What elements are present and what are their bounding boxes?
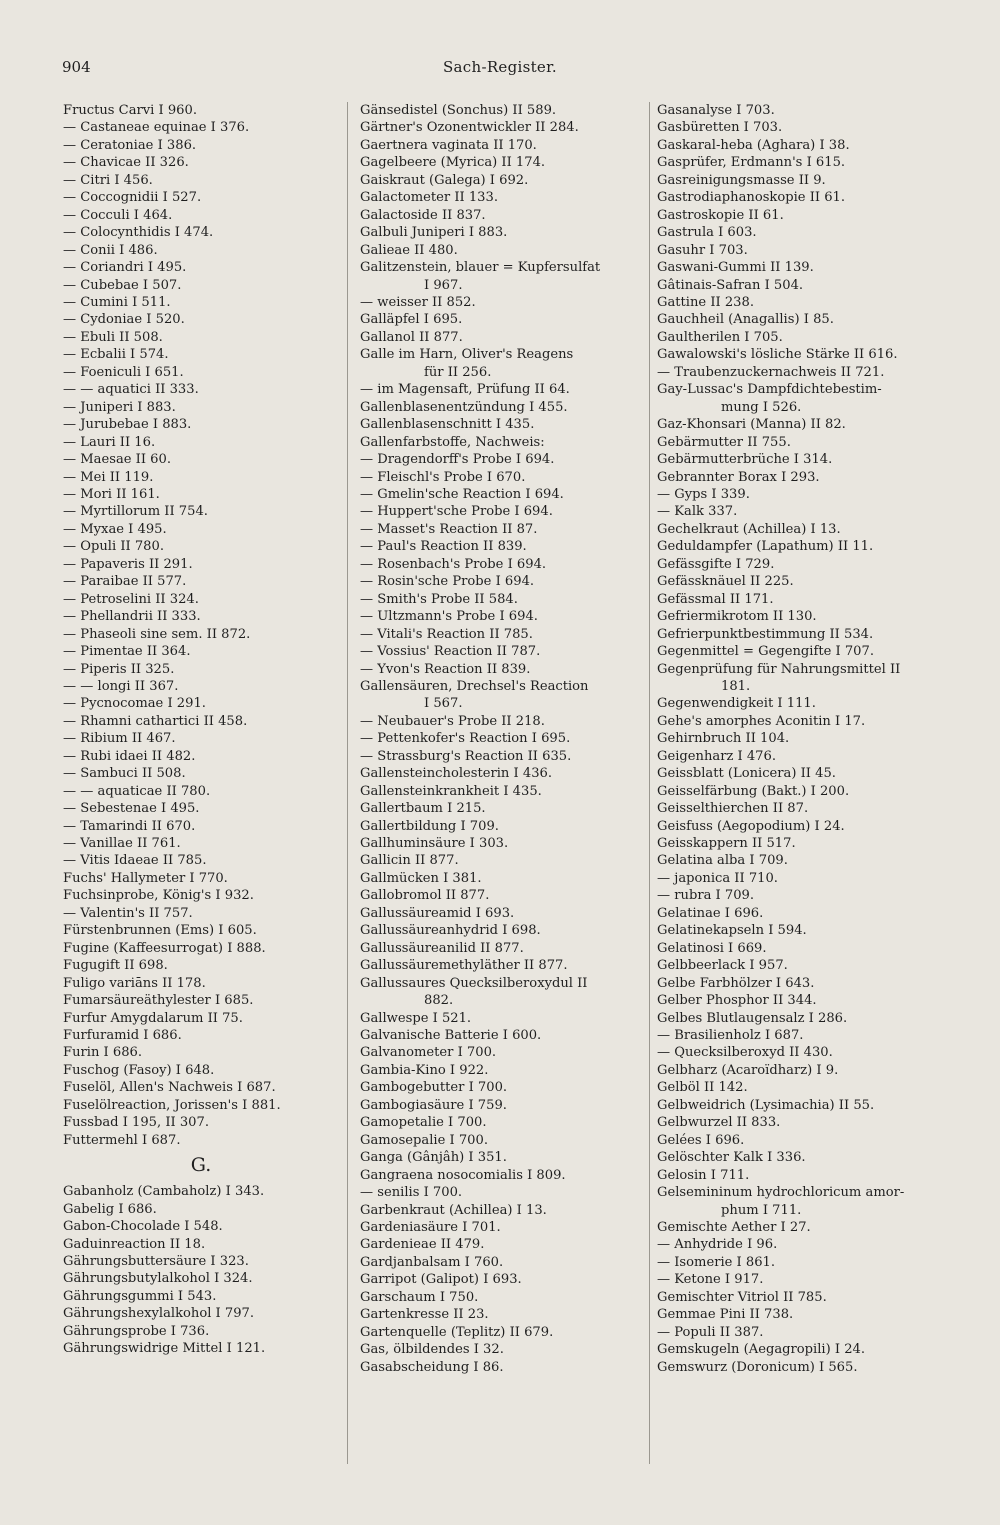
index-entry: Gallensäuren, Drechsel's Reaction <box>360 678 589 694</box>
index-entry: Gebrannter Borax I 293. <box>657 469 820 485</box>
index-entry: Gährungsbuttersäure I 323. <box>63 1254 249 1269</box>
index-entry: — Gyps I 339. <box>657 486 750 502</box>
index-entry: — Pettenkofer's Reaction I 695. <box>360 731 571 747</box>
index-entry: Fuselöl, Allen's Nachweis I 687. <box>63 1080 276 1096</box>
index-entry: — — longi II 367. <box>63 678 179 694</box>
index-entry: — weisser II 852. <box>360 294 476 310</box>
index-entry: — Neubauer's Probe II 218. <box>360 713 545 729</box>
index-entry: — Paraibae II 577. <box>63 574 187 590</box>
index-entry: Gallussaures Quecksilberoxydul II <box>360 975 588 991</box>
index-entry: Gallussäureanhydrid I 698. <box>360 923 541 939</box>
index-entry: Gawalowski's lösliche Stärke II 616. <box>657 347 898 363</box>
index-entry: Galactometer II 133. <box>360 190 498 206</box>
entry-list <box>360 102 642 1376</box>
index-entry: — Vitis Idaeae II 785. <box>63 853 207 869</box>
index-entry: Gemswurz (Doronicum) I 565. <box>657 1359 858 1375</box>
index-entry: Galactoside II 837. <box>360 207 486 223</box>
index-entry: Futtermehl I 687. <box>63 1132 181 1148</box>
index-entry: Gambogiasäure I 759. <box>360 1097 507 1113</box>
index-entry: Gasbüretten I 703. <box>657 120 783 136</box>
index-entry: — Rosenbach's Probe I 694. <box>360 556 547 572</box>
index-entry: Gauchheil (Anagallis) I 85. <box>657 312 834 328</box>
index-entry: Gemischter Vitriol II 785. <box>657 1289 827 1305</box>
index-entry: — im Magensaft, Prüfung II 64. <box>360 382 570 398</box>
index-entry: — Traubenzuckernachweis II 721. <box>657 364 885 380</box>
index-entry: Gartenkresse II 23. <box>360 1307 489 1323</box>
index-entry: Gastrodiaphanoskopie II 61. <box>657 190 846 206</box>
index-entry: Gallussäureamid I 693. <box>360 905 515 921</box>
index-entry: I 967. <box>424 277 463 293</box>
index-entry: — Fleischl's Probe I 670. <box>360 469 526 485</box>
index-entry: — Opuli II 780. <box>63 539 165 555</box>
index-entry: — Ribium II 467. <box>63 731 176 747</box>
index-entry: Fuselölreaction, Jorissen's I 881. <box>63 1097 281 1113</box>
index-entry: — Ultzmann's Probe I 694. <box>360 609 538 625</box>
index-entry: — Vanillae II 761. <box>63 836 181 852</box>
section-heading: G. <box>190 1154 212 1177</box>
index-entry: — Cumini I 511. <box>63 294 171 310</box>
index-entry: — senilis I 700. <box>360 1185 463 1201</box>
index-entry: I 567. <box>424 696 463 712</box>
index-entry: Gasreinigungsmasse II 9. <box>657 172 826 188</box>
index-entry: Gährungshexylalkohol I 797. <box>63 1306 255 1322</box>
index-entry: — Castaneae equinae I 376. <box>63 120 250 136</box>
index-entry: 181. <box>721 678 751 694</box>
index-entry: Gegenprüfung für Nahrungsmittel II <box>657 661 901 677</box>
index-entry: — Ceratoniae I 386. <box>63 137 197 153</box>
index-entry: — Kalk 337. <box>657 504 738 520</box>
index-entry: Garschaum I 750. <box>360 1289 479 1305</box>
index-entry: Gastroskopie II 61. <box>657 207 784 223</box>
index-entry: Gallwespe I 521. <box>360 1010 472 1026</box>
index-entry: Gabelig I 686. <box>63 1201 157 1217</box>
index-entry: Garripot (Galipot) I 693. <box>360 1272 522 1288</box>
index-entry: Gelbes Blutlaugensalz I 286. <box>657 1010 848 1026</box>
index-entry: Gasprüfer, Erdmann's I 615. <box>657 155 846 171</box>
index-entry: für II 256. <box>424 364 492 380</box>
index-entry: Gaultherilen I 705. <box>657 329 783 345</box>
index-entry: — Rhamni cathartici II 458. <box>63 713 248 729</box>
index-entry: Geisfuss (Aegopodium) I 24. <box>657 818 845 834</box>
index-entry: — Ecbalii I 574. <box>63 347 169 363</box>
index-entry: Gärtner's Ozonentwickler II 284. <box>360 120 579 136</box>
index-entry: Gaiskraut (Galega) I 692. <box>360 172 529 188</box>
index-entry: Gallertbildung I 709. <box>360 818 499 834</box>
index-entry: Gas, ölbildendes I 32. <box>360 1342 504 1358</box>
entry-list <box>657 102 947 1376</box>
index-entry: — Cocculi I 464. <box>63 207 173 223</box>
index-entry: Gährungswidrige Mittel I 121. <box>63 1341 266 1357</box>
index-entry: — Rosin'sche Probe I 694. <box>360 574 535 590</box>
index-entry: Gefässmal II 171. <box>657 591 774 607</box>
index-entry: Gaskaral-heba (Aghara) I 38. <box>657 137 850 153</box>
index-entry: Gangraena nosocomialis I 809. <box>360 1167 566 1183</box>
index-entry: mung I 526. <box>721 399 802 415</box>
index-entry: Geissblatt (Lonicera) II 45. <box>657 766 836 782</box>
index-entry: Fumarsäureäthylester I 685. <box>63 993 254 1009</box>
index-entry: — Phellandrii II 333. <box>63 609 201 625</box>
index-entry: Gallensteinkrankheit I 435. <box>360 783 542 799</box>
index-entry: — Coriandri I 495. <box>63 260 187 276</box>
index-entry: Gamopetalie I 700. <box>360 1115 487 1131</box>
index-entry: Gallenblasenentzündung I 455. <box>360 399 568 415</box>
page-number: 904 <box>62 58 91 76</box>
index-entry: Gamosepalie I 700. <box>360 1132 488 1148</box>
index-entry: Fuchs' Hallymeter I 770. <box>63 870 228 886</box>
index-entry: Furin I 686. <box>63 1045 143 1061</box>
index-entry: — Sambuci II 508. <box>63 766 186 782</box>
index-entry: Gay-Lussac's Dampfdichtebestim- <box>657 382 882 398</box>
index-entry: — Ebuli II 508. <box>63 329 163 345</box>
index-entry: Gardeniasäure I 701. <box>360 1220 501 1235</box>
index-entry: Gambogebutter I 700. <box>360 1080 508 1096</box>
index-entry: Galle im Harn, Oliver's Reagens <box>360 347 574 363</box>
index-entry: Gattine II 238. <box>657 294 754 310</box>
index-entry: — Maesae II 60. <box>63 452 171 468</box>
index-entry: — Juniperi I 883. <box>63 399 176 415</box>
index-entry: Fugugift II 698. <box>63 958 168 974</box>
index-entry: — Cubebae I 507. <box>63 277 182 293</box>
index-entry: — Strassburg's Reaction II 635. <box>360 748 572 764</box>
index-entry: Fuschog (Fasoy) I 648. <box>63 1062 215 1078</box>
index-entry: Gährungsgummi I 543. <box>63 1288 217 1304</box>
index-entry: Gasanalyse I 703. <box>657 103 775 118</box>
index-entry: Gegenmittel = Gegengifte I 707. <box>657 644 874 660</box>
index-entry: — — aquatici II 333. <box>63 382 199 398</box>
column-divider <box>347 102 348 1464</box>
entry-list <box>63 102 339 1149</box>
index-entry: — Mori II 161. <box>63 486 160 502</box>
index-entry: Fürstenbrunnen (Ems) I 605. <box>63 923 257 939</box>
index-entry: — Myxae I 495. <box>63 521 167 537</box>
index-entry: Gallmücken I 381. <box>360 870 482 886</box>
index-entry: — Conii I 486. <box>63 242 158 258</box>
index-entry: Gabon-Chocolade I 548. <box>63 1219 223 1235</box>
index-entry: Galvanische Batterie I 600. <box>360 1028 542 1044</box>
index-entry: Gaduinreaction II 18. <box>63 1236 206 1252</box>
index-entry: Gambia-Kino I 922. <box>360 1062 489 1078</box>
index-entry: — Cydoniae I 520. <box>63 312 185 328</box>
index-entry: Fructus Carvi I 960. <box>63 103 198 118</box>
index-entry: — japonica II 710. <box>657 870 778 886</box>
index-entry: Gemischte Aether I 27. <box>657 1220 811 1235</box>
index-entry: — Valentin's II 757. <box>63 905 193 921</box>
index-entry: Gemskugeln (Aegagropili) I 24. <box>657 1342 866 1358</box>
index-entry: — Dragendorff's Probe I 694. <box>360 452 555 468</box>
index-entry: Geisskappern II 517. <box>657 836 796 852</box>
index-entry: Furfur Amygdalarum II 75. <box>63 1010 243 1026</box>
index-entry: Gallobromol II 877. <box>360 888 490 904</box>
index-entry: Galitzenstein, blauer = Kupfersulfat <box>360 260 601 276</box>
index-column-2 <box>360 102 642 1376</box>
index-entry: — Foeniculi I 651. <box>63 364 184 380</box>
index-entry: Gelosin I 711. <box>657 1167 750 1183</box>
index-entry: Fussbad I 195, II 307. <box>63 1115 210 1131</box>
index-entry: Gallicin II 877. <box>360 853 459 869</box>
index-entry: — Gmelin'sche Reaction I 694. <box>360 486 564 502</box>
index-entry: — Jurubebae I 883. <box>63 417 192 433</box>
index-entry: Gährungsprobe I 736. <box>63 1323 210 1339</box>
index-entry: Galieae II 480. <box>360 242 458 258</box>
index-entry: — Mei II 119. <box>63 469 154 485</box>
index-entry: Gabanholz (Cambaholz) I 343. <box>63 1184 265 1200</box>
index-entry: — Yvon's Reaction II 839. <box>360 661 531 677</box>
index-entry: — Isomerie I 861. <box>657 1254 776 1270</box>
index-entry: — Phaseoli sine sem. II 872. <box>63 626 251 642</box>
index-entry: Gelber Phosphor II 344. <box>657 993 817 1009</box>
index-entry: Galläpfel I 695. <box>360 312 463 328</box>
index-entry: — Pycnocomae I 291. <box>63 696 206 712</box>
index-entry: — Ketone I 917. <box>657 1272 764 1288</box>
index-entry: Gâtinais-Safran I 504. <box>657 277 804 293</box>
index-entry: Gefässgifte I 729. <box>657 556 775 572</box>
index-entry: Gallenfarbstoffe, Nachweis: <box>360 434 545 450</box>
index-entry: Fuligo variāns II 178. <box>63 975 206 991</box>
index-entry: — Colocynthidis I 474. <box>63 225 214 241</box>
index-entry: 882. <box>424 993 454 1009</box>
index-entry: — Huppert'sche Probe I 694. <box>360 504 553 520</box>
index-entry: — Rubi idaei II 482. <box>63 748 196 764</box>
index-entry: — Tamarindi II 670. <box>63 818 196 834</box>
index-entry: Furfuramid I 686. <box>63 1028 182 1044</box>
index-entry: — Papaveris II 291. <box>63 556 193 572</box>
index-entry: — Pimentae II 364. <box>63 644 191 660</box>
index-entry: Garbenkraut (Achillea) I 13. <box>360 1202 547 1218</box>
index-entry: — Populi II 387. <box>657 1324 764 1340</box>
entry-list <box>63 1183 339 1358</box>
index-entry: Gehirnbruch II 104. <box>657 731 790 747</box>
column-divider <box>649 102 650 1464</box>
index-entry: Gallertbaum I 215. <box>360 801 486 817</box>
index-entry: — Petroselini II 324. <box>63 591 199 607</box>
index-entry: Gährungsbutylalkohol I 324. <box>63 1271 253 1287</box>
index-entry: Gastrula I 603. <box>657 225 757 241</box>
index-entry: Ganga (Gânjâh) I 351. <box>360 1150 507 1166</box>
index-entry: — Coccognidii I 527. <box>63 190 202 206</box>
index-entry: Gefässknäuel II 225. <box>657 574 794 590</box>
index-entry: Galvanometer I 700. <box>360 1045 497 1061</box>
index-entry: Gardjanbalsam I 760. <box>360 1254 504 1270</box>
index-entry: Geduldampfer (Lapathum) II 11. <box>657 539 874 555</box>
index-entry: — rubra I 709. <box>657 888 755 904</box>
index-entry: Gartenquelle (Teplitz) II 679. <box>360 1324 554 1340</box>
index-entry: Gelatinae I 696. <box>657 905 764 921</box>
index-entry: Gelatinosi I 669. <box>657 940 767 956</box>
index-entry: Geisselthierchen II 87. <box>657 801 809 817</box>
index-column-1 <box>63 102 339 1358</box>
index-entry: Gelbbeerlack I 957. <box>657 958 788 974</box>
index-entry: Gelsemininum hydrochloricum amor- <box>657 1185 905 1201</box>
index-entry: Galbuli Juniperi I 883. <box>360 225 508 241</box>
index-entry: Gallhuminsäure I 303. <box>360 836 509 852</box>
index-entry: Gasabscheidung I 86. <box>360 1359 504 1375</box>
index-entry: Geisselfärbung (Bakt.) I 200. <box>657 783 850 799</box>
index-entry: Fugine (Kaffeesurrogat) I 888. <box>63 940 266 956</box>
index-entry: — Citri I 456. <box>63 172 153 188</box>
index-entry: Gelatina alba I 709. <box>657 853 788 869</box>
index-entry: Gelatinekapseln I 594. <box>657 923 807 939</box>
index-entry: — Sebestenae I 495. <box>63 801 200 817</box>
index-entry: Gasuhr I 703. <box>657 242 748 258</box>
index-entry: Gallanol II 877. <box>360 329 463 345</box>
index-entry: — Paul's Reaction II 839. <box>360 539 527 555</box>
index-entry: Gefriermikrotom II 130. <box>657 609 817 625</box>
index-entry: — Piperis II 325. <box>63 661 175 677</box>
index-entry: Fuchsinprobe, König's I 932. <box>63 888 254 904</box>
index-entry: Gelöschter Kalk I 336. <box>657 1150 806 1166</box>
index-entry: Gelbwurzel II 833. <box>657 1115 781 1131</box>
index-entry: — Vossius' Reaction II 787. <box>360 644 541 660</box>
index-entry: Gechelkraut (Achillea) I 13. <box>657 521 841 537</box>
index-entry: Gefrierpunktbestimmung II 534. <box>657 626 874 642</box>
index-entry: Gebärmutter II 755. <box>657 434 791 450</box>
index-entry: Geigenharz I 476. <box>657 748 777 764</box>
index-entry: Gardenieae II 479. <box>360 1237 485 1253</box>
index-entry: Gallensteincholesterin I 436. <box>360 766 553 782</box>
index-entry: Gallenblasenschnitt I 435. <box>360 417 535 433</box>
index-entry: Gänsedistel (Sonchus) II 589. <box>360 103 557 118</box>
index-entry: Gelbweidrich (Lysimachia) II 55. <box>657 1097 875 1113</box>
index-entry: Gebärmutterbrüche I 314. <box>657 452 833 468</box>
index-entry: — — aquaticae II 780. <box>63 783 211 799</box>
index-entry: — Chavicae II 326. <box>63 155 189 171</box>
index-entry: Gemmae Pini II 738. <box>657 1307 794 1323</box>
page-title: Sach-Register. <box>442 58 557 76</box>
index-entry: — Quecksilberoxyd II 430. <box>657 1045 833 1061</box>
index-entry: Gelées I 696. <box>657 1132 745 1148</box>
index-entry: Gelböl II 142. <box>657 1080 748 1096</box>
index-column-3 <box>657 102 947 1376</box>
index-entry: — Anhydride I 96. <box>657 1237 778 1253</box>
index-entry: Gallussäureanilid II 877. <box>360 940 524 956</box>
index-entry: Gelbharz (Acaroïdharz) I 9. <box>657 1062 839 1078</box>
index-entry: — Brasilienholz I 687. <box>657 1028 804 1044</box>
index-entry: Gaertnera vaginata II 170. <box>360 137 537 153</box>
index-entry: — Lauri II 16. <box>63 434 156 450</box>
index-entry: Gehe's amorphes Aconitin I 17. <box>657 713 866 729</box>
index-entry: — Myrtillorum II 754. <box>63 504 208 520</box>
index-entry: Gelbe Farbhölzer I 643. <box>657 975 815 991</box>
index-entry: phum I 711. <box>721 1202 802 1218</box>
index-entry: Gegenwendigkeit I 111. <box>657 696 816 712</box>
index-entry: Gaz-Khonsari (Manna) II 82. <box>657 417 846 433</box>
index-entry: — Smith's Probe II 584. <box>360 591 518 607</box>
index-entry: Gagelbeere (Myrica) II 174. <box>360 155 546 171</box>
index-entry: Gaswani-Gummi II 139. <box>657 260 814 276</box>
index-entry: — Masset's Reaction II 87. <box>360 521 538 537</box>
index-entry: — Vitali's Reaction II 785. <box>360 626 533 642</box>
index-entry: Gallussäuremethyläther II 877. <box>360 958 568 974</box>
